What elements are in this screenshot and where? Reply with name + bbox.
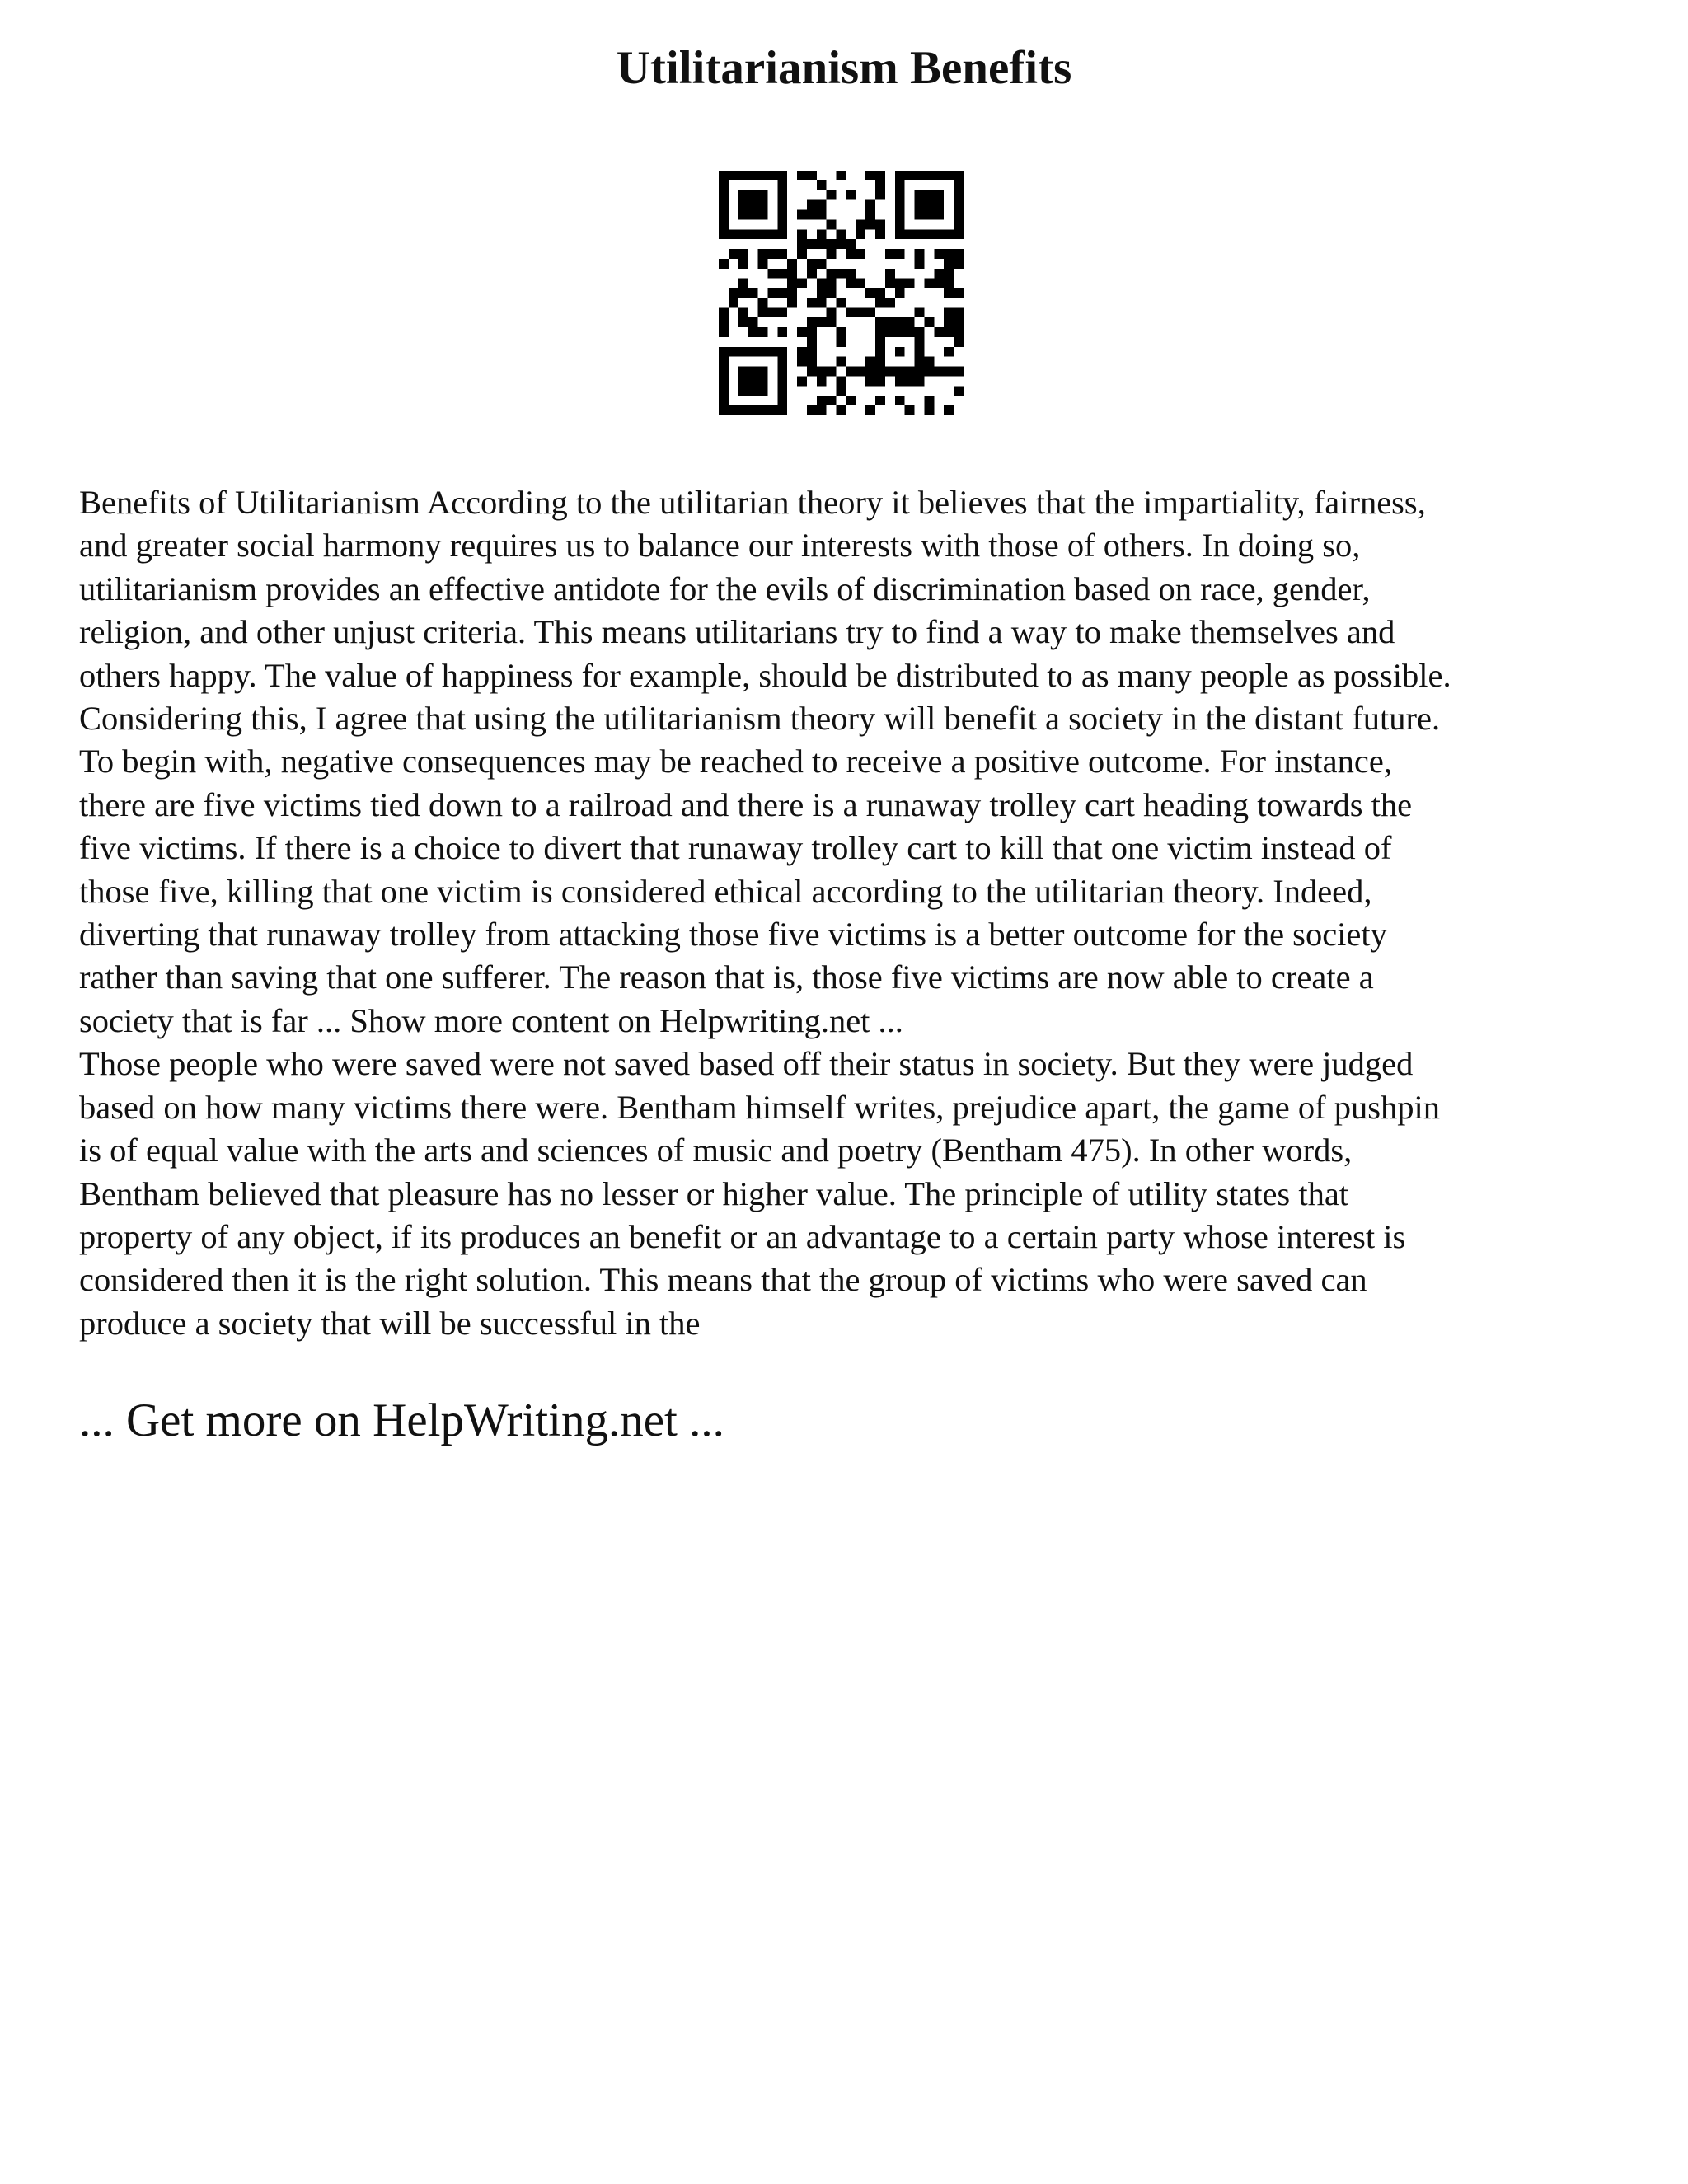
paragraph-2: Those people who were saved were not saved based off their status in society. But they were judged based on how many victims there were. Bentham himself writes, prejudice apart, the game of pushpin is of equal value with the arts and sciences of music and poetry (Bentham 475). In other words, Bentham believed that pleasure has no lesser or higher value. The principle of utility states that property of any object, if its produces an benefit or an advantage to a certain party whose interest is considered then it is the right solution. This means that the group of victims who were saved can produce a society that will be successful in the	[79, 1045, 1441, 1342]
get-more-link[interactable]: ... Get more on HelpWriting.net ...	[79, 1394, 724, 1446]
paragraph-1: Benefits of Utilitarianism According to the utilitarian theory it believes that the impartiality, fairness, and greater social harmony requires us to balance our interests with those of others. In doing so, utilitarianism provides an effective antidote for the evils of discrimination based on race, gender, religion, and other unjust criteria. This means utilitarians try to find a way to make themselves and others happy. The value of happiness for example, should be distributed to as many people as possible. Considering this, I agree that using the utilitarianism theory will benefit a society in the distant future. To begin with, negative consequences may be reached to receive a positive outcome. For instance, there are five victims tied down to a railroad and there is a runaway trolley cart heading towards the five victims. If there is a choice to divert that runaway trolley cart to kill that one victim instead of those five, killing that one victim is considered ethical according to the utilitarian theory. Indeed, diverting that runaway trolley from attacking those five victims is a better outcome for the society rather than saving that one sufferer. The reason that is, those five victims are now able to create a society that is far ... Show more content on Helpwriting.net ...	[79, 484, 1451, 1039]
article-body	[79, 481, 1629, 1345]
qr-code-icon	[719, 171, 964, 415]
page-title: Utilitarianism Benefits	[616, 42, 1072, 94]
